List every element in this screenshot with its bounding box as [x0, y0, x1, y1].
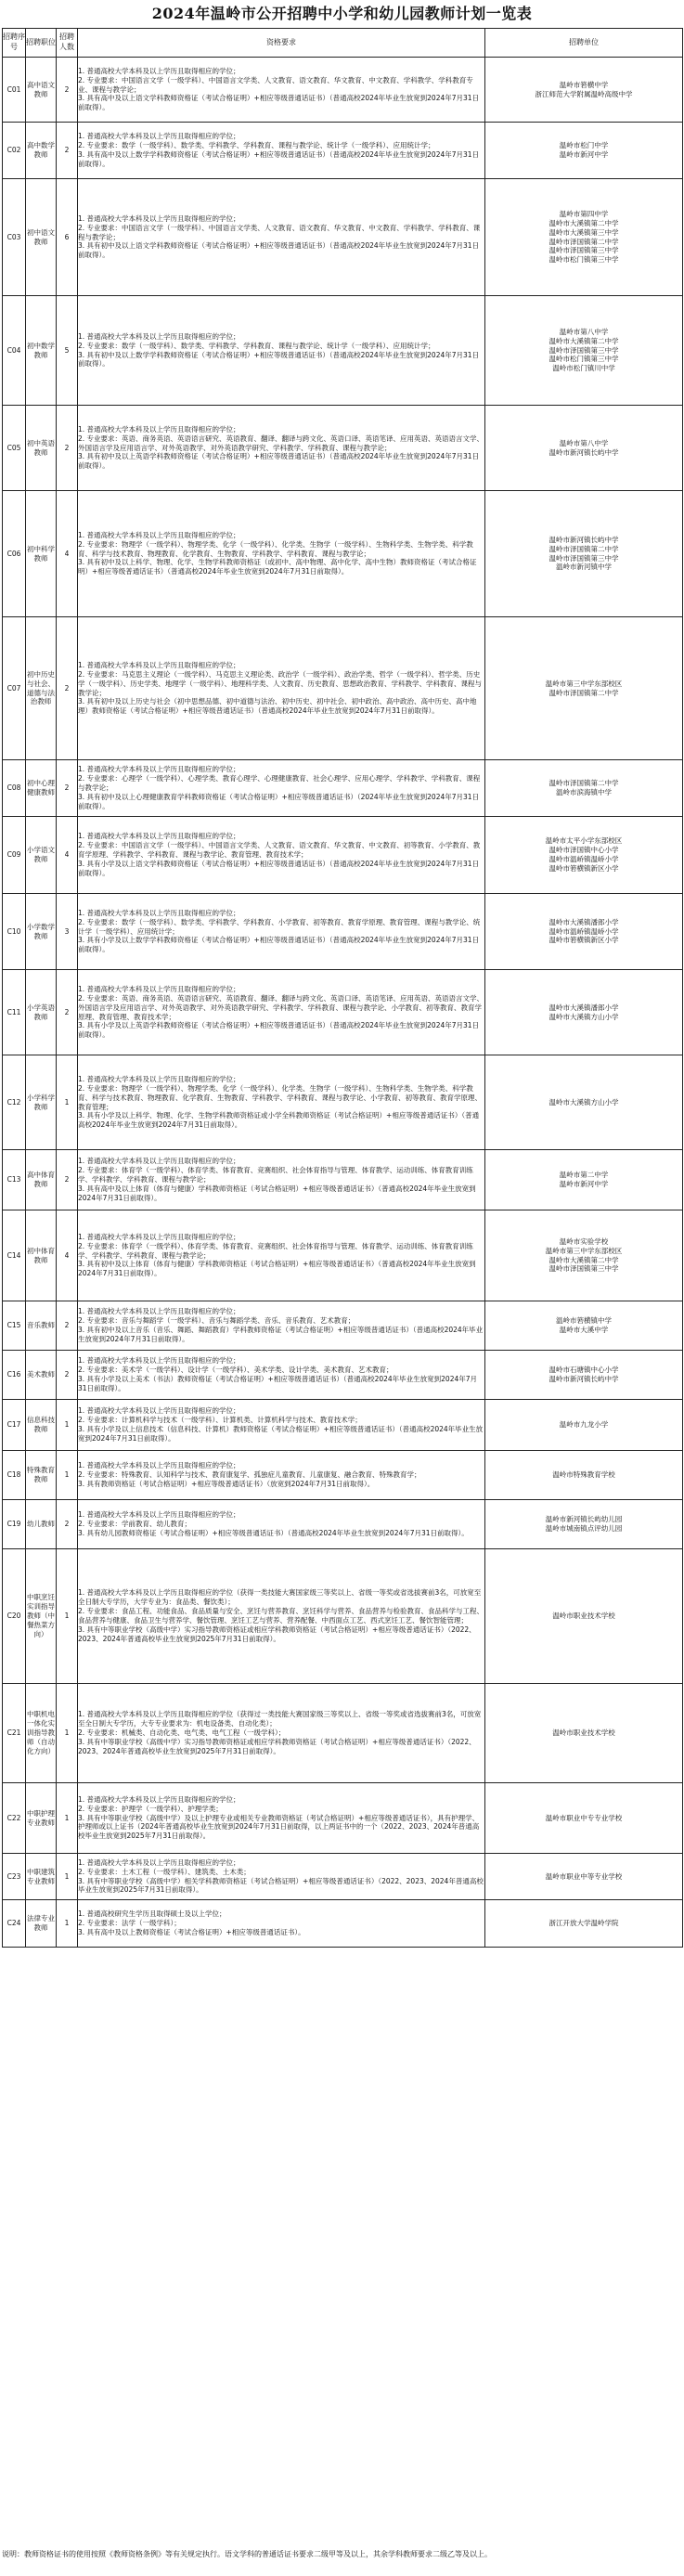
- unit-name: 温岭市松门镇第三中学: [548, 355, 619, 364]
- unit-name: 浙江师范大学附属温岭高级中学: [535, 89, 633, 98]
- row-position: 音乐教师: [26, 1301, 57, 1351]
- requirement-line: 3. 具有高中及以上数学学科教师资格证（考试合格证明）+相应等级普通话证书）（普通高校2024年毕业生放宽到2024年7月31日前取得）。: [78, 150, 480, 168]
- unit-name: 温岭市泽国镇第三中学: [548, 345, 619, 355]
- requirement-line: 1. 普通高校大学本科及以上学历且取得相应的学位；: [78, 908, 240, 917]
- row-count: 2: [57, 617, 78, 760]
- table-row: [3, 1500, 683, 1549]
- row-code: C17: [3, 1400, 26, 1451]
- table-row: [3, 58, 683, 123]
- requirement-line: 3. 具有中等职业学校（高级中学）实习指导教师资格证或相应学科教师资格证（考试合格证明）+相应等级普通话证书）（2022、2023、2024年普通高校毕业生放宽到2025年7月31日前取得）。: [78, 1737, 476, 1755]
- table-row: [3, 179, 683, 296]
- table-row: [3, 1549, 683, 1684]
- unit-name: 温岭市第三中学东部校区: [545, 1246, 623, 1255]
- row-count: 1: [57, 1055, 78, 1150]
- row-position: 小学科学教师: [26, 1055, 57, 1150]
- unit-name: 温岭市新河中学: [559, 150, 609, 159]
- requirement-line: 2. 专业要求：中国语言文学（一级学科）、中国语言文学类、人文教育、语文教育、华文教育、中文教育、学科教学、学科教育专业、课程与教学论；: [78, 75, 473, 94]
- row-requirements: [78, 1854, 485, 1900]
- row-code: C02: [3, 123, 26, 179]
- unit-name: 温岭市职业技术学校: [552, 1612, 615, 1621]
- requirement-line: 3. 具有初中及以上历史与社会（初中思想品德、初中道德与法治、初中历史、初中社会、初中政治、高中政治、高中历史、高中地理）教师资格证（考试合格证明）+相应等级普通话证书）（普通高校2024年毕业生放宽到2024年7月31日前取得）。: [78, 697, 477, 716]
- requirement-line: 1. 普通高校大学本科及以上学历且取得相应的学位；: [78, 214, 240, 223]
- requirement-line: 3. 具有小学及以上信息技术（信息科技、计算机）教师资格证（考试合格证明）+相应等级普通话证书）（普通高校2024年毕业生放宽到2024年7月31日前取得）。: [78, 1425, 484, 1443]
- row-count: 2: [57, 1150, 78, 1210]
- unit-name: 温岭市松门镇第三中学: [548, 255, 619, 265]
- unit-name: 温岭市泽国镇第二中学: [548, 544, 619, 553]
- table-row: [3, 1351, 683, 1400]
- unit-name: 温岭市职业中等专业学校: [545, 1871, 623, 1881]
- row-requirements: [78, 296, 485, 406]
- row-code: C24: [3, 1900, 26, 1948]
- row-count: 2: [57, 406, 78, 491]
- requirement-line: 3. 具有中等职业学校（高级中学）实习指导教师资格证或相应学科教师资格证（考试合格证明）+相应等级普通话证书）（2022、2023、2024年普通高校毕业生放宽到2025年7月31日前取得）。: [78, 1625, 476, 1643]
- row-count: 1: [57, 1684, 78, 1783]
- table-row: [3, 1783, 683, 1854]
- table-row: [3, 406, 683, 491]
- requirement-line: 2. 专业要求：食品工程、功能食品、食品质量与安全、烹饪与营养教育、烹饪科学与营养、食品营养与检验教育、食品科学与工程、食品营养与健康、食品卫生与营养学、餐饮管理、烹饪工艺与营养、营养配餐、中西面点工艺、西式烹饪工艺、餐饮智能管理；: [78, 1607, 484, 1625]
- row-requirements: [78, 894, 485, 970]
- row-position: 高中语文教师: [26, 58, 57, 123]
- requirement-line: 3. 具有教师资格证（考试合格证明）+相应等级普通话证书）（放宽到2024年7月31日前取得）。: [78, 1479, 375, 1488]
- row-position: 中职建筑专业教师: [26, 1854, 57, 1900]
- unit-name: 温岭市太平小学东部校区: [545, 836, 623, 846]
- unit-name: 温岭市泽国镇第二中学: [548, 688, 619, 697]
- row-count: 4: [57, 1210, 78, 1301]
- row-code: C04: [3, 296, 26, 406]
- row-count: 2: [57, 1351, 78, 1400]
- unit-name: 温岭市箬横镇新区小学: [548, 936, 619, 945]
- requirement-line: 3. 具有小学及以上科学、物理、化学、生物学科教师资格证或小学全科教师资格证（考试合格证明）+相应等级普通话证书）（普通高校2024年毕业生放宽到2024年7月31日前取得）。: [78, 1111, 480, 1130]
- header-position: 招聘职位: [26, 29, 57, 58]
- unit-name: 温岭市职业中专专业学校: [545, 1813, 623, 1822]
- row-units: [485, 970, 683, 1055]
- row-position: 初中语文教师: [26, 179, 57, 296]
- requirement-line: 3. 具有初中及以上语文学科教师资格证（考试合格证明）+相应等级普通话证书）（普通高校2024年毕业生放宽到2024年7月31日前取得）。: [78, 241, 480, 260]
- page-title: 2024年温岭市公开招聘中小学和幼儿园教师计划一览表: [151, 5, 533, 22]
- requirement-line: 1. 普通高校研究生学历且取得硕士及以上学位；: [78, 1909, 226, 1919]
- table-row: [3, 970, 683, 1055]
- requirement-line: 3. 具有小学及以上美术（书法）教师资格证（考试合格证明）+相应等级普通话证书）（普通高校2024年毕业生放宽到2024年7月31日前取得）。: [78, 1375, 478, 1392]
- row-units: [485, 1055, 683, 1150]
- row-code: C21: [3, 1684, 26, 1783]
- row-code: C16: [3, 1351, 26, 1400]
- requirement-line: 1. 普通高校大学本科及以上学历且取得相应的学位；: [78, 765, 240, 774]
- requirement-line: 1. 普通高校大学本科及以上学历且取得相应的学位；: [78, 424, 240, 434]
- unit-name: 浙江开放大学温岭学院: [548, 1919, 619, 1928]
- row-requirements: [78, 1055, 485, 1150]
- requirement-line: 1. 普通高校大学本科及以上学历且取得相应的学位；: [78, 1157, 240, 1166]
- row-units: [485, 123, 683, 179]
- unit-name: 温岭市石塘镇中心小学: [548, 1366, 619, 1375]
- requirement-line: 1. 普通高校大学本科及以上学历且取得相应的学位；: [78, 660, 240, 669]
- row-code: C10: [3, 894, 26, 970]
- row-count: 2: [57, 970, 78, 1055]
- unit-name: 温岭市新河镇中学: [556, 563, 612, 572]
- row-position: 中职机电一体化实训指导教师（自动化方向）: [26, 1684, 57, 1783]
- requirement-line: 2. 专业要求：护理学（一级学科）、护理学类；: [78, 1804, 223, 1813]
- unit-name: 温岭市温峤镇温峤小学: [548, 855, 619, 863]
- unit-name: 温岭市大溪中学: [559, 1326, 609, 1334]
- requirement-line: 2. 专业要求：音乐与舞蹈学（一级学科）、音乐与舞蹈学类、音乐、音乐教育、艺术教育；: [78, 1316, 355, 1326]
- row-position: 初中数学教师: [26, 296, 57, 406]
- unit-name: 温岭市泽国镇中心小学: [548, 846, 619, 855]
- requirement-line: 3. 具有幼儿园教师资格证（考试合格证明）+相应等级普通话证书）（普通高校2024年毕业生放宽到2024年7月31日前取得）。: [78, 1528, 469, 1537]
- requirement-line: 2. 专业要求：特殊教育、认知科学与技术、教育康复学、孤独症儿童教育、儿童康复、融合教育、特殊教育学；: [78, 1470, 421, 1480]
- requirement-line: 2. 专业要求：体育学（一级学科）、体育学类、体育教育、竞赛组织、社会体育指导与管理、体育教学、运动训练、体育教育训练学、学科教学、学科教育、课程与教学论；: [78, 1241, 473, 1260]
- row-requirements: [78, 1549, 485, 1684]
- row-units: [485, 1684, 683, 1783]
- row-requirements: [78, 1351, 485, 1400]
- table-row: [3, 1854, 683, 1900]
- row-count: 1: [57, 1549, 78, 1684]
- row-position: 初中体育教师: [26, 1210, 57, 1301]
- row-count: 1: [57, 1451, 78, 1500]
- row-units: [485, 760, 683, 817]
- unit-name: 温岭市新河镇长屿幼儿园: [545, 1515, 623, 1524]
- requirement-line: 2. 专业要求：计算机科学与技术（一级学科）、计算机类、计算机科学与技术、教育技术学；: [78, 1416, 362, 1425]
- row-code: C12: [3, 1055, 26, 1150]
- row-requirements: [78, 1150, 485, 1210]
- row-units: [485, 894, 683, 970]
- requirement-line: 1. 普通高校大学本科及以上学历且取得相应的学位；: [78, 331, 240, 341]
- unit-name: 温岭市实验学校: [559, 1236, 609, 1246]
- requirement-line: 1. 普通高校大学本科及以上学历且取得相应的学位；: [78, 132, 240, 141]
- row-requirements: [78, 1900, 485, 1948]
- row-count: 1: [57, 1854, 78, 1900]
- table-row: [3, 1451, 683, 1500]
- requirement-line: 3. 具有初中及以上科学、物理、化学、生物学科教师资格证（或初中、高中物理、高中化学、高中生物）教师资格证（考试合格证明）+相应等级普通话证书）（普通高校2024年毕业生放宽到2024年7月31日前取得）。: [78, 558, 477, 576]
- row-position: 法律专业教师: [26, 1900, 57, 1948]
- row-units: [485, 1549, 683, 1684]
- row-units: [485, 1210, 683, 1301]
- unit-name: 温岭市九龙小学: [559, 1420, 609, 1430]
- requirement-line: 1. 普通高校大学本科及以上学历且取得相应的学位；: [78, 832, 240, 841]
- requirement-line: 3. 具有初中及以上数学学科教师资格证（考试合格证明）+相应等级普通话证书）（普通高校2024年毕业生放宽到2024年7月31日前取得）。: [78, 350, 480, 369]
- requirement-line: 3. 具有高中及以上体育（体育与健康）学科教师资格证（考试合格证明）+相应等级普通话证书）（普通高校2024年毕业生放宽到2024年7月31日前取得）。: [78, 1184, 476, 1202]
- unit-name: 温岭市大溪镇方山小学: [548, 1097, 619, 1107]
- row-requirements: [78, 123, 485, 179]
- unit-name: 温岭市泽国镇第三中学: [548, 246, 619, 255]
- row-position: 小学语文教师: [26, 817, 57, 894]
- requirement-line: 3. 具有初中及以上英语学科教师资格证（考试合格证明）+相应等级普通话证书）（普通高校2024年毕业生放宽到2024年7月31日前取得）。: [78, 452, 480, 471]
- row-count: 6: [57, 179, 78, 296]
- requirement-line: 2. 专业要求：数学（一级学科）、数学类、学科教学、学科教育、课程与教学论、统计学（一级学科）、应用统计学；: [78, 341, 435, 350]
- requirement-line: 2. 专业要求：土木工程（一级学科）、建筑类、土木类；: [78, 1867, 251, 1876]
- table-row: [3, 1150, 683, 1210]
- unit-name: 温岭市职业技术学校: [552, 1728, 615, 1738]
- row-requirements: [78, 617, 485, 760]
- table-row: [3, 760, 683, 817]
- row-count: 2: [57, 1500, 78, 1549]
- unit-name: 温岭市大溪镇第二中学: [548, 1255, 619, 1264]
- requirement-line: 2. 专业要求：数学（一级学科）、数学类、学科教学、学科教育、小学教育、初等教育、教育学原理、教育管理、课程与教学论、统计学（一级学科）、应用统计学；: [78, 917, 481, 936]
- requirement-line: 1. 普通高校大学本科及以上学历且取得相应的学位；: [78, 1858, 240, 1867]
- unit-name: 温岭市大溪镇潘郎小学: [548, 1003, 619, 1012]
- row-code: C14: [3, 1210, 26, 1301]
- unit-name: 温岭市第二中学: [559, 1171, 609, 1180]
- row-position: 信息科技教师: [26, 1400, 57, 1451]
- table-row: [3, 491, 683, 617]
- row-count: 3: [57, 894, 78, 970]
- unit-name: 温岭市滨海镇中学: [556, 788, 612, 796]
- requirement-line: 2. 专业要求：法学（一级学科）；: [78, 1919, 181, 1928]
- unit-name: 温岭市第三中学东部校区: [545, 679, 623, 688]
- requirement-line: 1. 普通高校大学本科及以上学历且取得相应的学位；: [78, 530, 240, 539]
- row-code: C05: [3, 406, 26, 491]
- row-code: C22: [3, 1783, 26, 1854]
- row-units: [485, 179, 683, 296]
- row-code: C06: [3, 491, 26, 617]
- row-count: 1: [57, 1900, 78, 1948]
- row-position: 初中历史与社会、道德与法治教师: [26, 617, 57, 760]
- unit-name: 温岭市特殊教育学校: [552, 1470, 615, 1480]
- requirement-line: 2. 专业要求：英语、商务英语、英语语言研究、英语教育、翻译、翻译与跨文化、英语口译、英语笔译、应用英语、英语语言文学、外国语言学及应用语言学、对外英语教学、对外英语教学研究、学科教学、学科教育、课程与教学论、小学教育、初等教育、教育学原理、教育管理、教育技术学；: [78, 993, 484, 1021]
- requirement-line: 1. 普通高校大学本科及以上学历且取得相应的学位；: [78, 1510, 240, 1520]
- row-position: 初中科学教师: [26, 491, 57, 617]
- table-row: [3, 123, 683, 179]
- table-row: [3, 1055, 683, 1150]
- unit-name: 温岭市大溪镇潘郎小学: [548, 917, 619, 926]
- unit-name: 温岭市泽国镇第三中学: [548, 1264, 619, 1274]
- unit-name: 温岭市第八中学: [559, 438, 609, 447]
- row-position: 小学数学教师: [26, 894, 57, 970]
- unit-name: 温岭市城南镇点评幼儿园: [545, 1524, 623, 1533]
- row-units: [485, 1301, 683, 1351]
- unit-name: 温岭市第四中学: [559, 209, 609, 218]
- unit-name: 温岭市泽国镇第三中学: [548, 553, 619, 563]
- requirement-line: 3. 具有初中及以上音乐（音乐、舞蹈、舞蹈教育）学科教师资格证（考试合格证明）+相应等级普通话证书）（普通高校2024年毕业生放宽到2024年7月31日前取得）。: [78, 1326, 484, 1343]
- requirement-line: 2. 专业要求：中国语言文学（一级学科）、中国语言文学类、人文教育、语文教育、华文教育、中文教育、学科教学、学科教育、课程与教学论；: [78, 223, 481, 241]
- requirement-line: 1. 普通高校大学本科及以上学历且取得相应的学位；: [78, 1307, 240, 1316]
- table-header-row: [3, 29, 683, 58]
- row-requirements: [78, 1783, 485, 1854]
- requirement-line: 2. 专业要求：中国语言文学（一级学科）、中国语言文学类、人文教育、语文教育、华文教育、中文教育、初等教育、小学教育、教育学原理、学科教学、学科教育、课程与教学论、教育管理、教育技术学；: [78, 841, 481, 860]
- row-count: 4: [57, 491, 78, 617]
- unit-name: 温岭市泽国镇第二中学: [548, 237, 619, 246]
- requirement-line: 1. 普通高校大学本科及以上学历且取得相应的学位（获得一类技能大赛国家级三等奖以上、省级一等奖或省选拔赛前3名，可放宽至全日制大专学历，大学专业为：食品类、餐饮类）；: [78, 1588, 482, 1607]
- requirement-line: 3. 具有小学及以上英语学科教师资格证（考试合格证明）+相应等级普通话证书）（普通高校2024年毕业生放宽到2024年7月31日前取得）。: [78, 1021, 480, 1040]
- row-count: 2: [57, 1301, 78, 1351]
- row-code: C13: [3, 1150, 26, 1210]
- row-requirements: [78, 1451, 485, 1500]
- table-row: [3, 894, 683, 970]
- table-row: [3, 1301, 683, 1351]
- row-requirements: [78, 58, 485, 123]
- unit-name: 温岭市大溪镇第二中学: [548, 336, 619, 345]
- row-position: 美术教师: [26, 1351, 57, 1400]
- requirement-line: 2. 专业要求：马克思主义理论（一级学科）、马克思主义理论类、政治学（一级学科）、政治学类、哲学（一级学科）、哲学类、历史学（一级学科）、历史学类、地理学（一级学科）、地理科学类、人文教育、历史教育、思想政治教育、学科教学、学科教育、课程与教学论；: [78, 669, 482, 697]
- row-units: [485, 1351, 683, 1400]
- requirement-line: 2. 专业要求：物理学（一级学科）、物理学类、化学（一级学科）、化学类、生物学（一级学科）、生物科学类、生物学类、科学教育、科学与技术教育、物理教育、化学教育、生物教育、学科教学、学科教育、课程与教学论、小学教育、初等教育、教育学原理、教育管理；: [78, 1083, 482, 1111]
- footnote: 说明：教师资格证书的使用按照《教师资格条例》等有关规定执行。语文学科的普通话证书要求二级甲等及以上，其余学科教师要求二级乙等及以上。: [2, 2550, 492, 2558]
- row-requirements: [78, 1400, 485, 1451]
- table-row: [3, 1900, 683, 1948]
- row-units: [485, 296, 683, 406]
- row-units: [485, 58, 683, 123]
- row-code: C11: [3, 970, 26, 1055]
- header-requirements: 资格要求: [78, 29, 485, 58]
- requirement-line: 2. 专业要求：学前教育、幼儿教育；: [78, 1520, 192, 1529]
- requirement-line: 3. 具有中等职业学校（高级中学）相关学科教师资格证（考试合格证明）+相应等级普通话证书）（2022、2023、2024年普通高校毕业生放宽到2025年7月31日前取得）。: [78, 1876, 484, 1895]
- requirement-line: 3. 具有小学及以上数学学科教师资格证（考试合格证明）+相应等级普通话证书）（普通高校2024年毕业生放宽到2024年7月31日前取得）。: [78, 936, 480, 954]
- table-row: [3, 1400, 683, 1451]
- unit-name: 温岭市新河镇长屿中学: [548, 447, 619, 457]
- requirement-line: 3. 具有高中及以上教师资格证（考试合格证明）+相应等级普通话证书）。: [78, 1927, 305, 1936]
- row-units: [485, 491, 683, 617]
- header-units: 招聘单位: [485, 29, 683, 58]
- row-code: C08: [3, 760, 26, 817]
- row-code: C09: [3, 817, 26, 894]
- row-count: 4: [57, 817, 78, 894]
- row-position: 高中体育教师: [26, 1150, 57, 1210]
- row-code: C18: [3, 1451, 26, 1500]
- table-row: [3, 817, 683, 894]
- row-units: [485, 1150, 683, 1210]
- row-units: [485, 617, 683, 760]
- row-units: [485, 817, 683, 894]
- requirement-line: 1. 普通高校大学本科及以上学历且取得相应的学位；: [78, 1794, 240, 1804]
- requirement-line: 1. 普通高校大学本科及以上学历且取得相应的学位；: [78, 1406, 240, 1416]
- requirement-line: 3. 具有中等职业学校（高级中学）及以上护理专业或相关专业教师资格证（考试合格证明）+相应等级普通话证书），具有护理学、护理师或以上证书（2024年普通高校毕业生放宽到2024年7月31日前取得，以上两证书中的一个（2022、2023、2024年普通高校毕业生放宽到2025年7月31日前取得）。: [78, 1813, 480, 1841]
- row-position: 小学英语教师: [26, 970, 57, 1055]
- row-units: [485, 1854, 683, 1900]
- row-code: C19: [3, 1500, 26, 1549]
- requirement-line: 2. 专业要求：物理学（一级学科）、物理学类、化学（一级学科）、化学类、生物学（一级学科）、生物科学类、生物学类、科学教育、科学与技术教育、物理教育、化学教育、生物教育、学科教学、学科教育、课程与教学论；: [78, 539, 473, 558]
- unit-name: 温岭市大溪镇方山小学: [548, 1012, 619, 1021]
- row-requirements: [78, 1500, 485, 1549]
- requirement-line: 2. 专业要求：体育学（一级学科）、体育学类、体育教育、竞赛组织、社会体育指导与管理、体育教学、运动训练、体育教育训练学、学科教学、学科教育、课程与教学论；: [78, 1166, 473, 1184]
- requirement-line: 2. 专业要求：数学（一级学科）、数学类、学科教学、学科教育、课程与教学论、统计学（一级学科）、应用统计学；: [78, 141, 435, 150]
- unit-name: 温岭市大溪镇第三中学: [548, 227, 619, 237]
- requirement-line: 3. 具有初中及以上体育（体育与健康）学科教师资格证（考试合格证明）+相应等级普通话证书）（普通高校2024年毕业生放宽到2024年7月31日前取得）。: [78, 1260, 476, 1278]
- row-requirements: [78, 760, 485, 817]
- row-requirements: [78, 970, 485, 1055]
- table-row: [3, 1684, 683, 1783]
- row-count: 2: [57, 760, 78, 817]
- row-code: C07: [3, 617, 26, 760]
- requirement-line: 1. 普通高校大学本科及以上学历且取得相应的学位；: [78, 1232, 240, 1241]
- row-units: [485, 1451, 683, 1500]
- row-units: [485, 406, 683, 491]
- table-body: [3, 58, 683, 1948]
- row-count: 5: [57, 296, 78, 406]
- unit-name: 温岭市第八中学: [559, 327, 609, 336]
- row-position: 特殊教育教师: [26, 1451, 57, 1500]
- unit-name: 温岭市大溪镇第二中学: [548, 218, 619, 227]
- row-units: [485, 1500, 683, 1549]
- unit-name: 温岭市温峤镇温峤小学: [548, 926, 619, 936]
- requirement-line: 1. 普通高校大学本科及以上学历且取得相应的学位；: [78, 984, 240, 993]
- row-requirements: [78, 817, 485, 894]
- requirement-line: 2. 专业要求：心理学（一级学科）、心理学类、教育心理学、心理健康教育、社会心理学、应用心理学、学科教学、学科教育、课程与教学论；: [78, 774, 481, 793]
- unit-name: 温岭市新河镇长屿中学: [548, 535, 619, 544]
- row-units: [485, 1783, 683, 1854]
- requirement-line: 3. 具有小学及以上语文学科教师资格证（考试合格证明）+相应等级普通话证书）（普通高校2024年毕业生放宽到2024年7月31日前取得）。: [78, 859, 480, 877]
- row-requirements: [78, 1210, 485, 1301]
- row-position: 初中心理健康教师: [26, 760, 57, 817]
- row-code: C23: [3, 1854, 26, 1900]
- table-row: [3, 617, 683, 760]
- row-position: 初中英语教师: [26, 406, 57, 491]
- unit-name: 温岭市箬横中学: [559, 80, 609, 89]
- requirement-line: 3. 具有初中及以上心理健康教育学科教师资格证（考试合格证明）+相应等级普通话证书）（2024年毕业生放宽到2024年7月31日前取得）。: [78, 792, 480, 810]
- row-position: 中职烹饪实训指导教师（中餐热菜方向）: [26, 1549, 57, 1684]
- unit-name: 温岭市泽国镇第二中学: [548, 779, 619, 788]
- row-code: C01: [3, 58, 26, 123]
- row-count: 1: [57, 1400, 78, 1451]
- requirement-line: 1. 普通高校大学本科及以上学历且取得相应的学位；: [78, 66, 240, 75]
- table-row: [3, 296, 683, 406]
- row-requirements: [78, 179, 485, 296]
- row-code: C15: [3, 1301, 26, 1351]
- requirement-line: 2. 专业要求：英语、商务英语、英语语言研究、英语教育、翻译、翻译与跨文化、英语口译、英语笔译、应用英语、英语语言文学、外国语言学及应用语言学、对外英语教学、对外英语教学研究、学科教学、学科教育、课程与教学论；: [78, 434, 484, 452]
- unit-name: 温岭市松门中学: [559, 141, 609, 150]
- header-count: 招聘人数: [57, 29, 78, 58]
- requirement-line: 3. 具有高中及以上语文学科教师资格证（考试合格证明）+相应等级普通话证书）（普通高校2024年毕业生放宽到2024年7月31日前取得）。: [78, 94, 480, 112]
- row-requirements: [78, 491, 485, 617]
- requirement-line: 1. 普通高校大学本科及以上学历且取得相应的学位；: [78, 1356, 240, 1366]
- row-requirements: [78, 1301, 485, 1351]
- requirement-line: 1. 普通高校大学本科及以上学历且取得相应的学位；: [78, 1074, 240, 1083]
- recruitment-plan-table: [2, 28, 683, 1948]
- row-count: 2: [57, 123, 78, 179]
- row-code: C20: [3, 1549, 26, 1684]
- table-row: [3, 1210, 683, 1301]
- row-count: 2: [57, 58, 78, 123]
- row-units: [485, 1900, 683, 1948]
- requirement-line: 2. 专业要求：美术学（一级学科）、设计学（一级学科）、美术学类、设计学类、美术教育、艺术教育；: [78, 1366, 394, 1375]
- requirement-line: 1. 普通高校大学本科及以上学历且取得相应的学位；: [78, 1461, 240, 1470]
- unit-name: 温岭市新河镇长屿中学: [548, 1375, 619, 1383]
- row-position: 幼儿教师: [26, 1500, 57, 1549]
- unit-name: 温岭市松门镇川中学: [552, 364, 615, 373]
- row-requirements: [78, 406, 485, 491]
- row-count: 1: [57, 1783, 78, 1854]
- row-units: [485, 1400, 683, 1451]
- row-position: 高中数学教师: [26, 123, 57, 179]
- header-code: 招聘序号: [3, 29, 26, 58]
- unit-name: 温岭市箬横镇中学: [556, 1316, 612, 1326]
- requirement-line: 2. 专业要求：机械类、自动化类、电气类、电气工程（一级学科）；: [78, 1728, 286, 1738]
- row-code: C03: [3, 179, 26, 296]
- row-requirements: [78, 1684, 485, 1783]
- unit-name: 温岭市箬横镇新区小学: [548, 863, 619, 873]
- requirement-line: 1. 普通高校大学本科及以上学历且取得相应的学位（获得过一类技能大赛国家级三等奖以上、省级一等奖或省选拔赛前3名，可放宽至全日制大专学历，大专专业要求为：机电设备类、自动化类）；: [78, 1710, 482, 1728]
- row-position: 中职护理专业教师: [26, 1783, 57, 1854]
- unit-name: 温岭市新河中学: [559, 1180, 609, 1188]
